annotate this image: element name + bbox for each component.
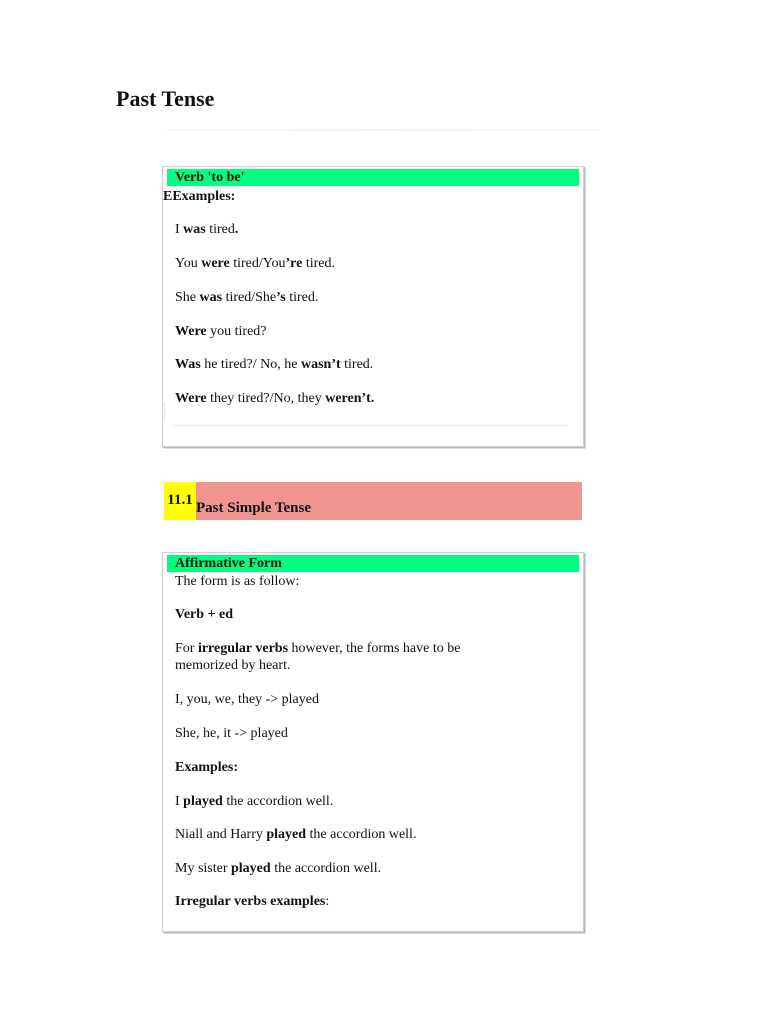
text-run: My sister (175, 861, 231, 876)
bold-text: Were (175, 391, 207, 406)
example-line (175, 221, 238, 238)
example-line (175, 289, 318, 306)
bold-text: ’re (285, 256, 303, 271)
bold-text: Were (175, 324, 207, 339)
bold-text: Irregular verbs examples (175, 894, 326, 909)
box-header-verb-to-be: Verb 'to be' (167, 169, 579, 186)
page-title: Past Tense (116, 86, 215, 111)
form-intro-line (175, 573, 299, 590)
example-line (175, 323, 267, 340)
text-run: the accordion well. (222, 794, 334, 809)
bold-text: were (201, 256, 230, 271)
text-run: tired/You (229, 256, 286, 271)
text-run: tired/She (222, 290, 277, 305)
text-run: The form is as follow: (175, 574, 300, 589)
text-run: he tired?/ No, he (200, 357, 301, 372)
bold-text: . (234, 222, 239, 237)
example-line (175, 356, 373, 373)
examples-label: EExamples: (163, 189, 236, 204)
text-run: For (175, 641, 198, 656)
example-line (175, 255, 335, 272)
examples-label (175, 759, 238, 776)
faint-divider (164, 129, 600, 131)
verb-to-be-box (162, 166, 584, 447)
conjugation-line (175, 691, 319, 708)
text-run: Niall and Harry (175, 827, 267, 842)
irregular-examples-label (175, 893, 329, 910)
text-run: She, he, it -> played (175, 726, 288, 741)
text-run: tired. (285, 290, 319, 305)
text-run: however, the forms have to be memorized by heart. (175, 641, 461, 673)
irregular-note (175, 640, 515, 674)
section-title: Past Simple Tense (196, 500, 312, 516)
text-run: I, you, we, they -> played (175, 692, 319, 707)
example-line (175, 826, 416, 843)
text-run: tired. (302, 256, 335, 271)
text-run: tired. (340, 357, 374, 372)
text-run: you tired? (206, 324, 267, 339)
bold-text: was (199, 290, 223, 305)
bold-text: ’s (276, 290, 286, 305)
bold-text: Examples: (175, 760, 238, 775)
text-run: : (325, 894, 330, 909)
example-line (175, 793, 333, 810)
example-line (175, 390, 374, 407)
text-run: they tired?/No, they (206, 391, 326, 406)
inner-divider (173, 425, 568, 426)
bold-text: irregular verbs (197, 641, 289, 656)
bold-text: Verb + ed (175, 607, 234, 622)
bold-text: played (183, 794, 223, 809)
text-run: I (175, 222, 184, 237)
bold-text: weren’t. (325, 391, 375, 406)
bold-text: Was (175, 357, 201, 372)
section-number: 11.1 (164, 482, 196, 520)
text-run: She (175, 290, 200, 305)
dotted-edge (164, 403, 166, 421)
conjugation-line (175, 725, 288, 742)
text-run: I (175, 794, 184, 809)
bold-text: played (231, 861, 271, 876)
text-run: the accordion well. (306, 827, 417, 842)
example-line (175, 860, 381, 877)
text-run: You (175, 256, 202, 271)
text-run: the accordion well. (270, 861, 382, 876)
bold-text: was (183, 222, 206, 237)
bold-text: wasn’t (300, 357, 341, 372)
section-heading-bar (164, 482, 582, 520)
affirmative-form-box (162, 552, 584, 932)
box-header-affirmative-form: Affirmative Form (167, 555, 579, 572)
bold-text: played (266, 827, 307, 842)
form-rule-line (175, 606, 233, 623)
text-run: tired (205, 222, 235, 237)
